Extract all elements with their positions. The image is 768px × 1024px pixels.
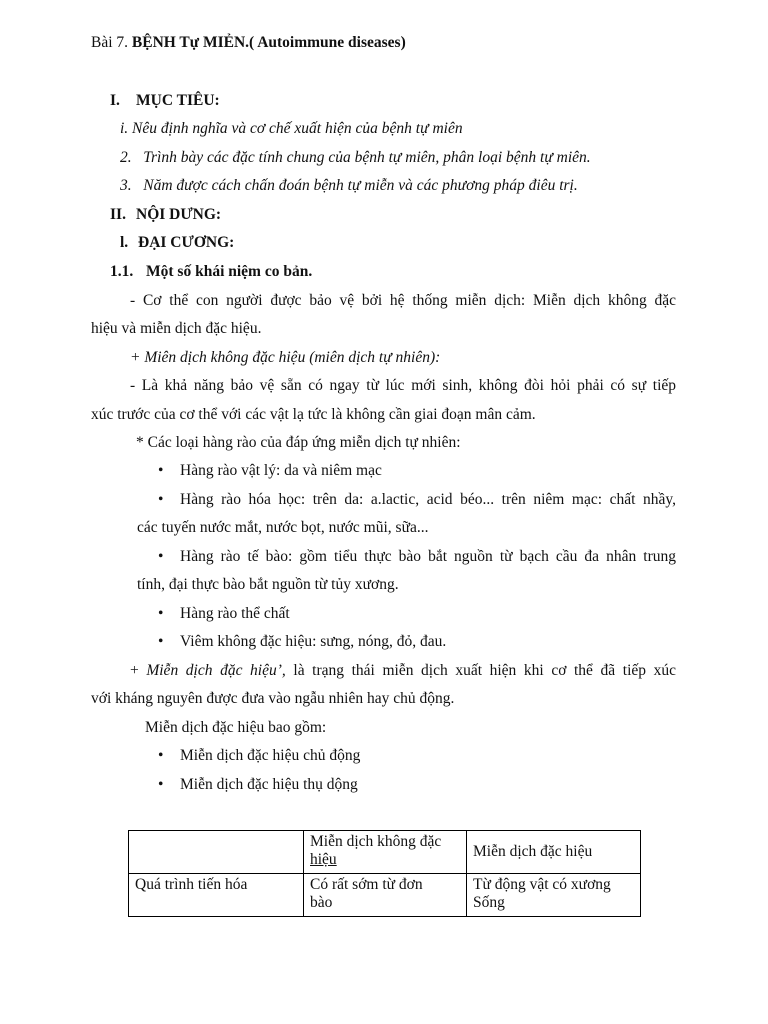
paragraph-3-line-1: - Là khả năng bảo vệ sẵn có ngay từ lúc mới sinh, không đòi hỏi phải có sự tiếp — [130, 377, 676, 394]
bullet-icon: • — [158, 747, 164, 764]
table-cell-text: Từ động vật có xương — [473, 876, 611, 893]
bullet-item — [158, 490, 676, 510]
bullet-item — [158, 604, 290, 624]
title-prefix: Bài 7. — [91, 34, 132, 51]
bullet-text: Miễn dịch đặc hiệu chủ động — [180, 747, 361, 764]
table-cell — [467, 874, 641, 917]
bullet-icon: • — [158, 605, 164, 622]
subsubsection-title: Một số khái niệm co bản. — [146, 263, 313, 280]
objective-item-1: i. Nêu định nghĩa và cơ chế xuất hiện của bệnh tự miên — [120, 120, 463, 137]
paragraph-3-line-2: xúc trước của cơ thể với các vật lạ tức là không cần giai đoạn mân cảm. — [91, 406, 536, 423]
bullet-text: Hàng rào vật lý: da và niêm mạc — [180, 462, 382, 479]
table-row — [129, 874, 641, 917]
section-1-heading — [110, 91, 220, 111]
table-cell-text: Có rất sớm từ đơn — [310, 876, 423, 893]
section-1-number: I. — [110, 92, 120, 109]
bullet-icon: • — [158, 462, 164, 479]
section-2-heading — [110, 205, 221, 225]
table-header-cell — [304, 831, 467, 874]
bullet-text: Hàng rào hóa học: trên da: a.lactic, acid béo... trên niêm mạc: chất nhầy, — [180, 491, 676, 508]
bullet-icon: • — [158, 548, 164, 565]
bullet-icon: • — [158, 491, 164, 508]
subsubsection-heading — [110, 262, 312, 282]
objective-item-2: 2. Trình bày các đặc tính chung của bệnh tự miên, phân loại bệnh tự miên. — [120, 149, 591, 166]
bullet-item — [158, 775, 358, 795]
section-2-title: NỘI DƯNG: — [136, 206, 222, 223]
subsection-number: l. — [120, 234, 129, 251]
bullet-text: Viêm không đặc hiệu: sưng, nóng, đỏ, đau. — [180, 633, 447, 650]
plus-marker: + — [130, 662, 147, 679]
paragraph-1-line-2: hiệu và miễn dịch đặc hiệu. — [91, 320, 262, 337]
bullet-icon: • — [158, 633, 164, 650]
table-cell: Quá trình tiến hóa — [129, 874, 304, 917]
table-cell-empty — [129, 831, 304, 874]
comparison-table — [128, 830, 641, 917]
paragraph-6: Miễn dịch đặc hiệu bao gồm: — [145, 719, 327, 736]
bullet-item — [158, 746, 360, 766]
subsection-title: ĐẠI CƯƠNG: — [138, 234, 235, 251]
table-header-text-underlined: hiệu — [310, 851, 337, 868]
table-cell — [304, 874, 467, 917]
paragraph-5-line-1 — [130, 661, 676, 681]
title-main: BỆNH Tự MIẺN.( Autoimmune diseases) — [131, 34, 406, 51]
bullet-text: Miễn dịch đặc hiệu thụ dộng — [180, 776, 358, 793]
bullet-item — [158, 547, 676, 567]
bullet-item — [158, 461, 382, 481]
table-header-text: Miễn dịch không đặc — [310, 833, 442, 850]
objective-item-3: 3. Năm được cách chấn đoán bệnh tự miễn và các phương pháp điêu trị. — [120, 177, 578, 194]
bullet-item — [158, 632, 446, 652]
specific-immunity-term: Miễn dịch đặc hiệu’, — [146, 662, 286, 679]
paragraph-5-line-2: với kháng nguyên được đưa vào ngẫu nhiên hay chủ động. — [91, 690, 455, 707]
bullet-text: Hàng rào thể chất — [180, 605, 290, 622]
subsection-heading — [120, 233, 234, 253]
table-header-row — [129, 831, 641, 874]
table-cell-text: Sống — [473, 894, 505, 911]
bullet-icon: • — [158, 776, 164, 793]
bullet-continuation: các tuyến nước mắt, nước bọt, nước mũi, sữa... — [137, 519, 429, 536]
section-2-number: II. — [110, 206, 126, 223]
paragraph-2: + Miên dịch không đặc hiệu (miên dịch tự nhiên): — [130, 349, 441, 366]
bullet-continuation: tính, đại thực bào bắt nguồn từ tủy xương. — [137, 576, 399, 593]
subsubsection-number: 1.1. — [110, 263, 134, 280]
table-header-cell: Miễn dịch đặc hiệu — [467, 831, 641, 874]
paragraph-4: * Các loại hàng rào của đáp ứng miễn dịch tự nhiên: — [136, 434, 461, 451]
section-1-title: MỤC TIÊU: — [136, 92, 220, 109]
table-cell-text: bào — [310, 894, 333, 911]
page-title — [91, 33, 406, 53]
paragraph-5-text: là trạng thái miễn dịch xuất hiện khi cơ thể đã tiếp xúc — [285, 662, 676, 679]
bullet-text: Hàng rào tế bào: gồm tiểu thực bào bắt nguồn từ bạch cầu đa nhân trung — [180, 548, 676, 565]
paragraph-1-line-1: - Cơ thể con người được bảo vệ bởi hệ thống miễn dịch: Miễn dịch không đặc — [130, 292, 676, 309]
